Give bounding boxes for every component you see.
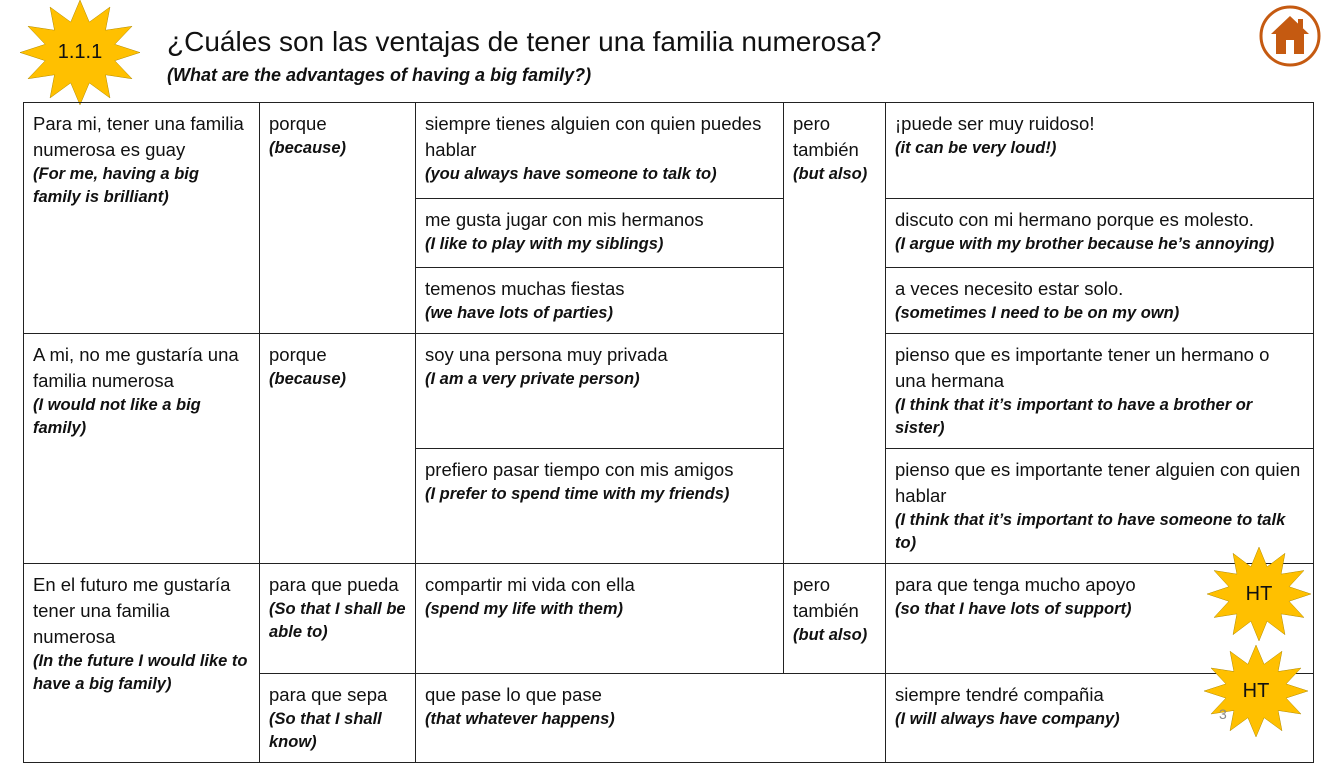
contrast-cell — [886, 103, 1314, 199]
reason-es: prefiero pasar tiempo con mis amigos — [425, 459, 734, 480]
contrast-en: (I think that it’s important to have someone to talk to) — [895, 511, 1286, 552]
connector-en: (So that I shall know) — [269, 710, 382, 751]
but-also-en: (but also) — [793, 626, 868, 644]
connector-en: (So that I shall be able to) — [269, 600, 406, 641]
connector-es: para que pueda — [269, 574, 399, 595]
badge-starburst — [20, 0, 140, 105]
connector-es: porque — [269, 344, 327, 365]
reason-cell — [416, 449, 784, 564]
reason-cell — [416, 674, 886, 763]
contrast-cell — [886, 334, 1314, 449]
opener-cell — [24, 334, 260, 564]
section-badge: 1.1.1 — [57, 41, 103, 63]
reason-en: (spend my life with them) — [425, 600, 624, 618]
contrast-es: pienso que es importante tener alguien con quien hablar — [895, 459, 1301, 506]
reason-en: (I like to play with my siblings) — [425, 235, 664, 253]
contrast-en: (so that I have lots of support) — [895, 600, 1132, 618]
connector-en: (because) — [269, 139, 347, 157]
reason-en: (you always have someone to talk to) — [425, 165, 717, 183]
connector-cell — [260, 103, 416, 334]
connector-cell — [260, 674, 416, 763]
connector-en: (because) — [269, 370, 347, 388]
reason-en: (I am a very private person) — [425, 370, 640, 388]
page-subtitle: (What are the advantages of having a big family?) — [167, 65, 592, 85]
reason-en: (I prefer to spend time with my friends) — [425, 485, 730, 503]
reason-es: compartir mi vida con ella — [425, 574, 635, 595]
connector-cell — [260, 564, 416, 674]
reason-es: soy una persona muy privada — [425, 344, 668, 365]
contrast-en: (I argue with my brother because he’s annoying) — [895, 235, 1275, 253]
opener-cell — [24, 103, 260, 334]
reason-cell — [416, 268, 784, 334]
contrast-cell — [886, 268, 1314, 334]
connector-cell — [260, 334, 416, 564]
page-title: ¿Cuáles son las ventajas de tener una familia numerosa? — [167, 26, 882, 57]
opener-es: Para mi, tener una familia numerosa es guay — [33, 113, 244, 160]
contrast-cell — [886, 199, 1314, 268]
connector-es: porque — [269, 113, 327, 134]
reason-en: (that whatever happens) — [425, 710, 615, 728]
but-also-cell — [784, 103, 886, 564]
home-icon — [1259, 5, 1321, 67]
reason-es: que pase lo que pase — [425, 684, 602, 705]
contrast-es: pienso que es importante tener un hermano o una hermana — [895, 344, 1270, 391]
opener-es: En el futuro me gustaría tener una familia numerosa — [33, 574, 231, 647]
contrast-en: (sometimes I need to be on my own) — [895, 304, 1180, 322]
contrast-en: (I think that it’s important to have a brother or sister) — [895, 396, 1253, 437]
but-also-en: (but also) — [793, 165, 868, 183]
opener-en: (I would not like a big family) — [33, 396, 201, 437]
but-also-es: pero también — [793, 113, 859, 160]
opener-cell — [24, 564, 260, 763]
but-also-es: pero también — [793, 574, 859, 621]
reason-en: (we have lots of parties) — [425, 304, 613, 322]
connector-es: para que sepa — [269, 684, 388, 705]
contrast-es: a veces necesito estar solo. — [895, 278, 1124, 299]
sentence-builder-table — [23, 102, 1314, 763]
reason-es: temenos muchas fiestas — [425, 278, 625, 299]
ht-label: HT — [1242, 679, 1270, 702]
contrast-es: siempre tendré compañia — [895, 684, 1104, 705]
contrast-es: ¡puede ser muy ruidoso! — [895, 113, 1095, 134]
contrast-es: para que tenga mucho apoyo — [895, 574, 1136, 595]
contrast-en: (it can be very loud!) — [895, 139, 1057, 157]
reason-cell — [416, 199, 784, 268]
ht-starburst — [1207, 547, 1311, 641]
contrast-es: discuto con mi hermano porque es molesto. — [895, 209, 1254, 230]
opener-en: (For me, having a big family is brilliant) — [33, 165, 199, 206]
home-button[interactable] — [1259, 5, 1321, 67]
reason-cell — [416, 103, 784, 199]
reason-cell — [416, 564, 784, 674]
reason-es: siempre tienes alguien con quien puedes hablar — [425, 113, 762, 160]
but-also-cell — [784, 564, 886, 674]
opener-en: (In the future I would like to have a big family) — [33, 652, 248, 693]
opener-es: A mi, no me gustaría una familia numerosa — [33, 344, 239, 391]
ht-label: HT — [1245, 582, 1273, 605]
ht-starburst — [1204, 645, 1308, 737]
reason-es: me gusta jugar con mis hermanos — [425, 209, 704, 230]
page-number: 3 — [1219, 706, 1227, 722]
contrast-en: (I will always have company) — [895, 710, 1120, 728]
reason-cell — [416, 334, 784, 449]
